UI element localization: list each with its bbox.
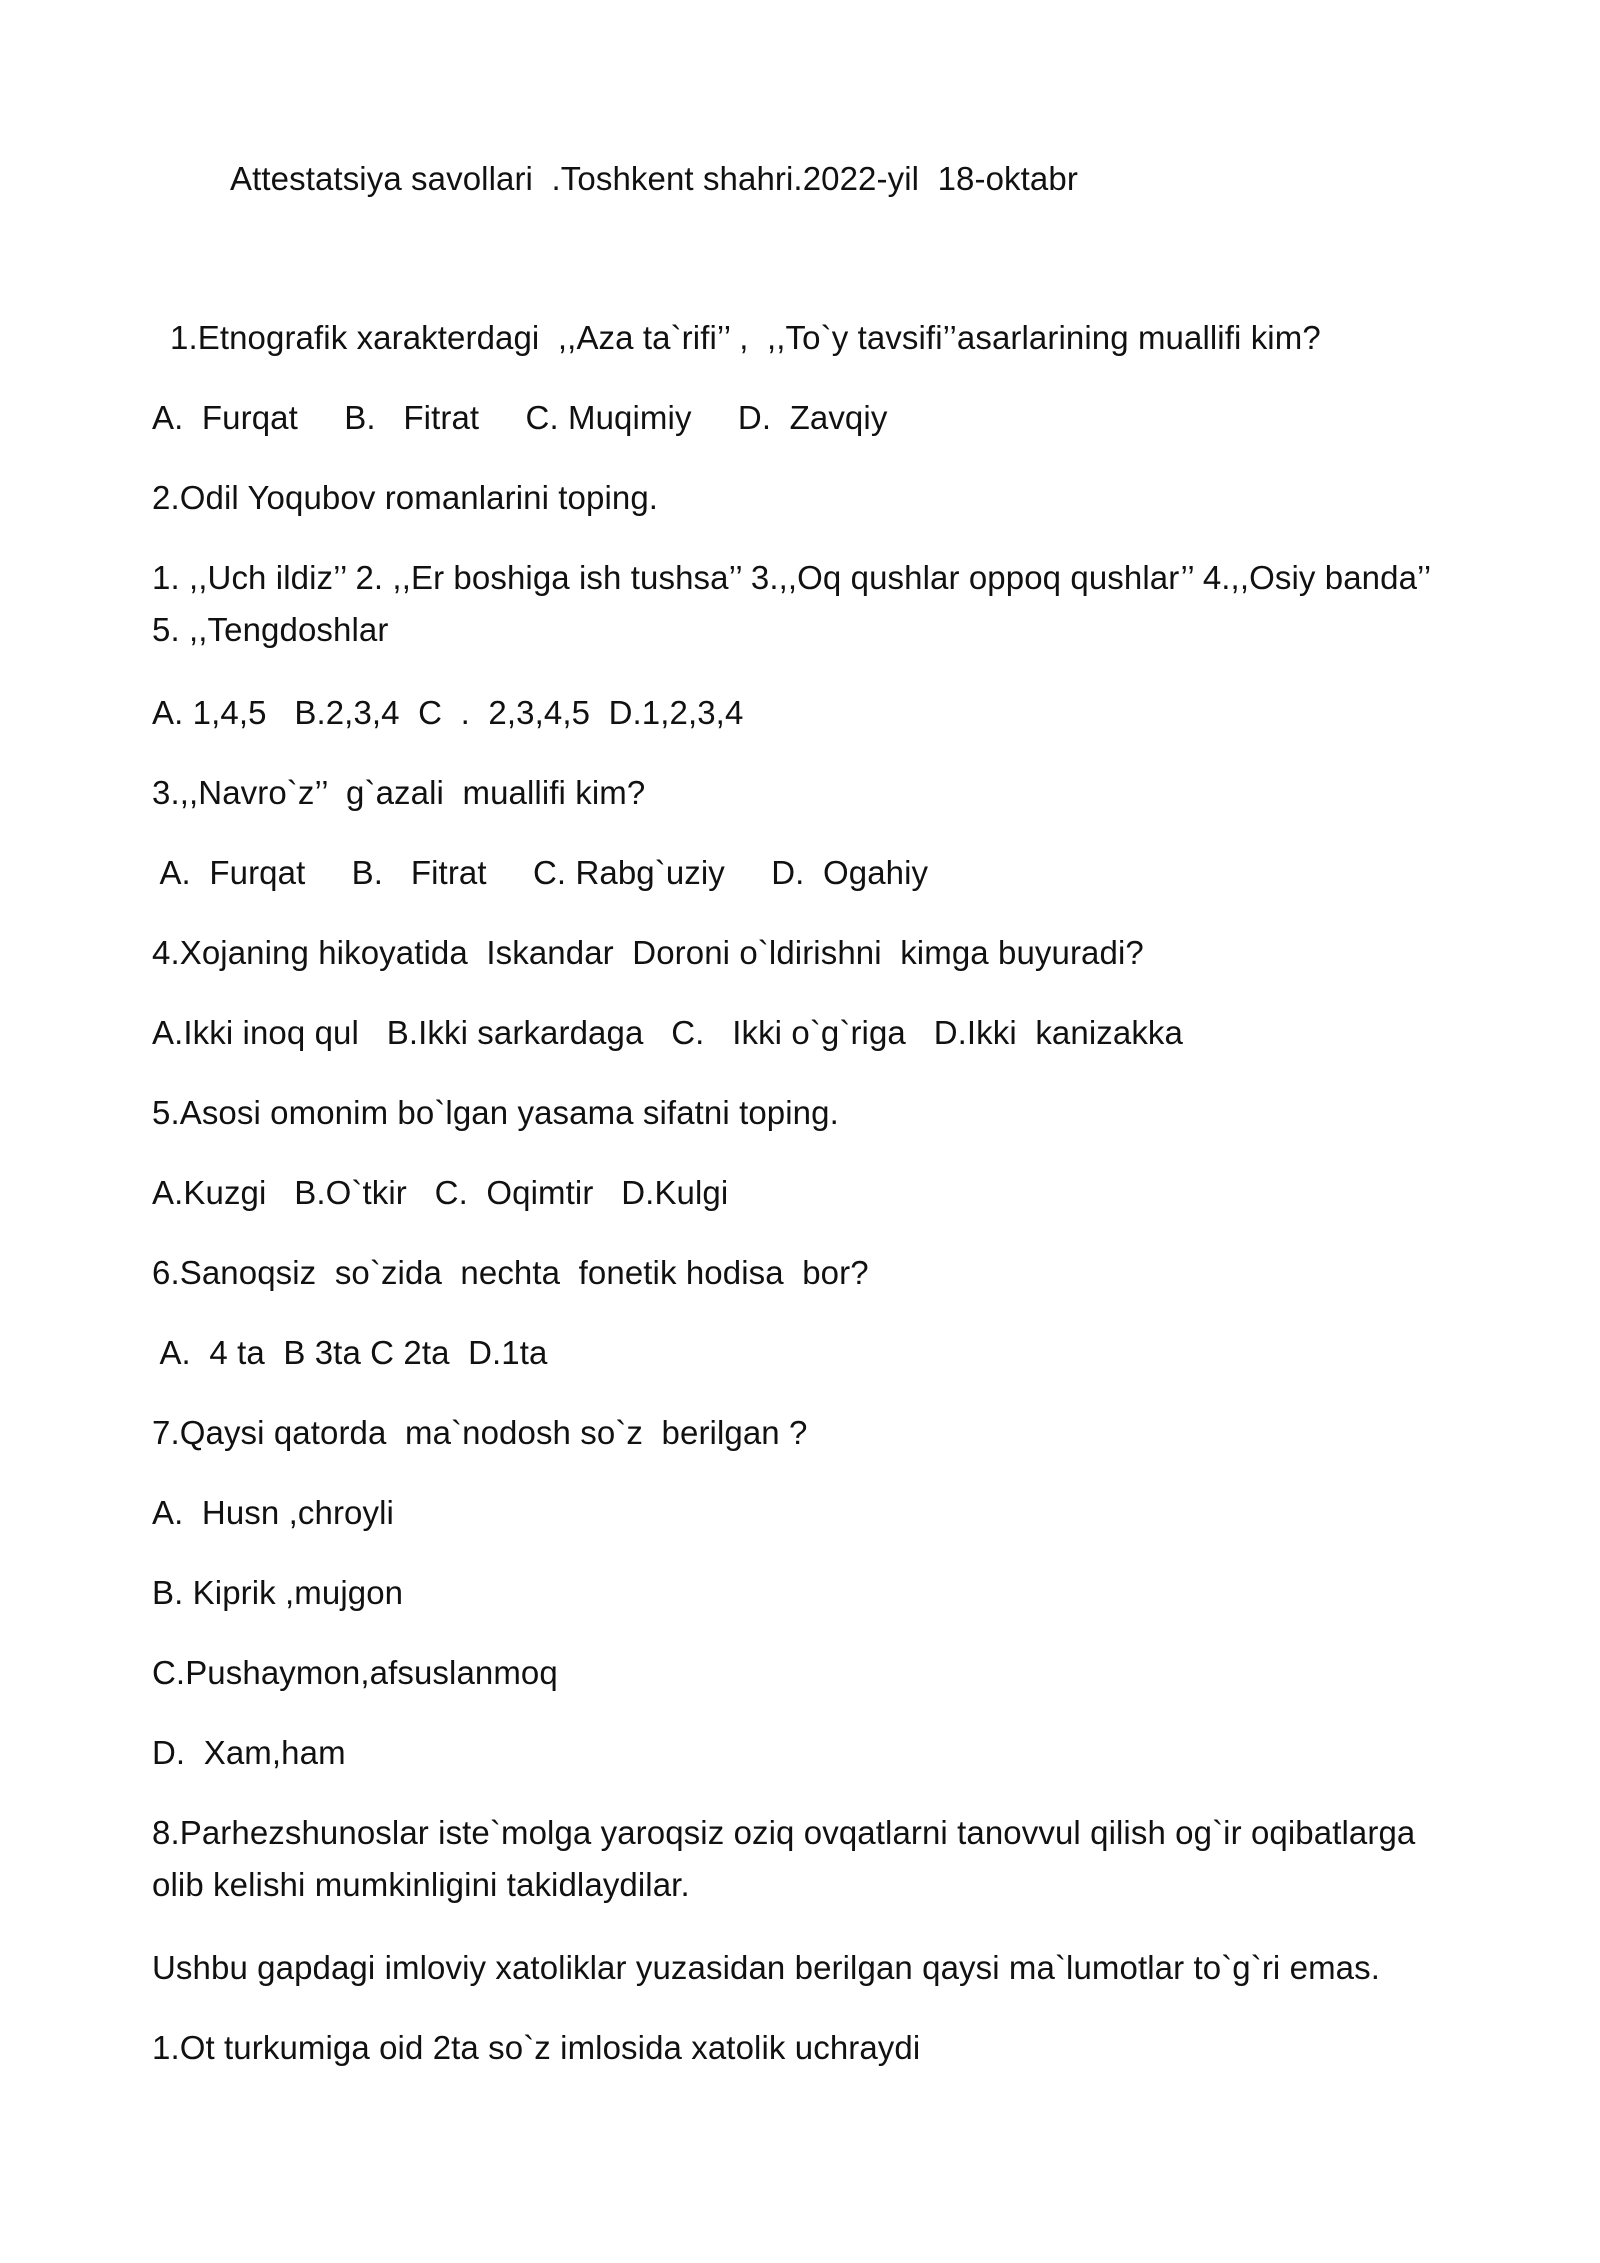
question-3-options: A. Furqat B. Fitrat C. Rabg`uziy D. Ogahiy	[152, 854, 929, 891]
question-2-options: A. 1,4,5 B.2,3,4 C . 2,3,4,5 D.1,2,3,4	[152, 694, 744, 731]
question-5-options: A.Kuzgi B.O`tkir C. Oqimtir D.Kulgi	[152, 1174, 729, 1211]
question-7-option-b: B. Kiprik ,mujgon	[152, 1574, 404, 1611]
document-title: Attestatsiya savollari .Toshkent shahri.2022-yil 18-oktabr	[230, 160, 1078, 197]
question-7-option-d: D. Xam,ham	[152, 1734, 346, 1771]
question-2-items: 1. ,,Uch ildiz’’ 2. ,,Er boshiga ish tushsa’’ 3.,,Oq qushlar oppoq qushlar’’ 4.,,Osiy banda’’ 5. ,,Tengdoshlar	[152, 559, 1431, 648]
question-3: 3.,,Navro`z’’ g`azali muallifi kim?	[152, 774, 646, 811]
question-4: 4.Xojaning hikoyatida Iskandar Doroni o`ldirishni kimga buyuradi?	[152, 934, 1144, 971]
question-4-options: A.Ikki inoq qul B.Ikki sarkardaga C. Ikki o`g`riga D.Ikki kanizakka	[152, 1014, 1183, 1051]
question-7-option-a: A. Husn ,chroyli	[152, 1494, 394, 1531]
question-7-option-c: C.Pushaymon,afsuslanmoq	[152, 1654, 558, 1691]
question-7: 7.Qaysi qatorda ma`nodosh so`z berilgan ?	[152, 1414, 808, 1451]
question-6-options: A. 4 ta B 3ta C 2ta D.1ta	[152, 1334, 548, 1371]
question-6: 6.Sanoqsiz so`zida nechta fonetik hodisa bor?	[152, 1254, 869, 1291]
question-2: 2.Odil Yoqubov romanlarini toping.	[152, 479, 659, 516]
question-8-statement-1: 1.Ot turkumiga oid 2ta so`z imlosida xatolik uchraydi	[152, 2029, 921, 2066]
question-5: 5.Asosi omonim bo`lgan yasama sifatni toping.	[152, 1094, 839, 1131]
question-1-options: A. Furqat B. Fitrat C. Muqimiy D. Zavqiy	[152, 399, 888, 436]
question-1: 1.Etnografik xarakterdagi ,,Aza ta`rifi’’ , ,,To`y tavsifi’’asarlarining muallifi kim?	[170, 319, 1321, 356]
question-8: 8.Parhezshunoslar iste`molga yaroqsiz oziq ovqatlarni tanovvul qilish og`ir oqibatlarga olib kelishi mumkinligini takidlaydilar.	[152, 1814, 1416, 1903]
question-8-instruction: Ushbu gapdagi imloviy xatoliklar yuzasidan berilgan qaysi ma`lumotlar to`g`ri emas.	[152, 1949, 1380, 1986]
